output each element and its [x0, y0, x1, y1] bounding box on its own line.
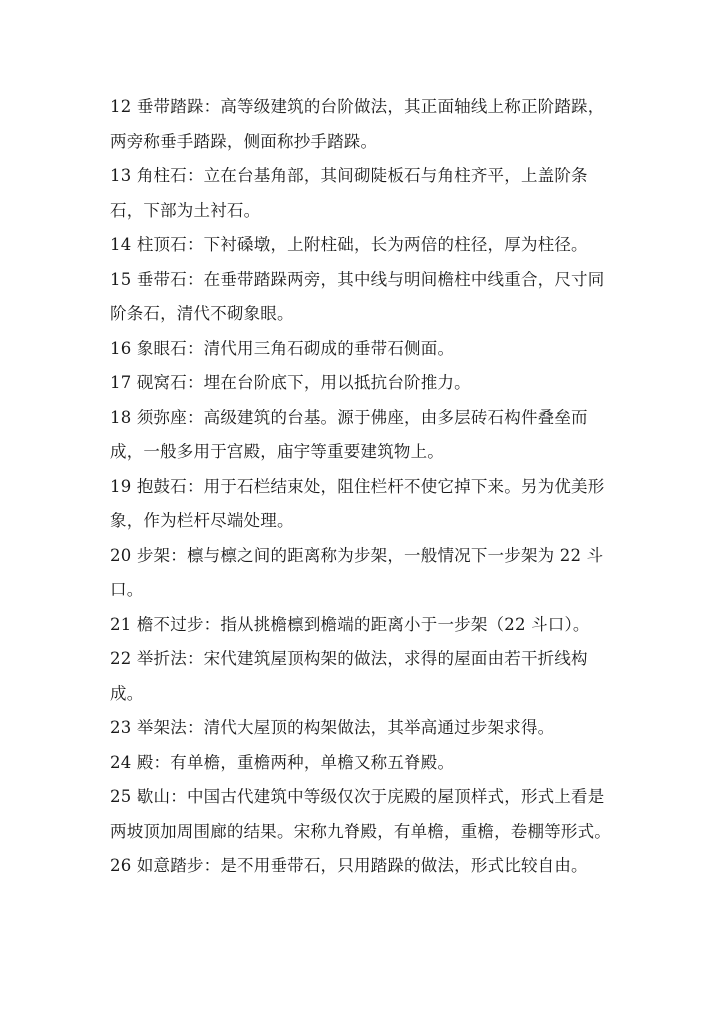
term-entry-13: 13 角柱石：立在台基角部，其间砌陡板石与角柱齐平，上盖阶条石，下部为土衬石。 — [110, 166, 588, 220]
term-entry-14: 14 柱顶石：下衬磉墩，上附柱础，长为两倍的柱径，厚为柱径。 — [110, 235, 588, 254]
term-entry-21: 21 檐不过步：指从挑檐檩到檐端的距离小于一步架（22 斗口）。 — [110, 614, 590, 634]
term-entry-24: 24 殿：有单檐，重檐两种，单檐又称五脊殿。 — [110, 752, 455, 772]
term-entry-15: 15 垂带石：在垂带踏跺两旁，其中线与明间檐柱中线重合，尺寸同阶条石，清代不砌象眼。 — [110, 269, 605, 323]
term-entry-26: 26 如意踏步：是不用垂带石，只用踏跺的做法，形式比较自由。 — [110, 856, 588, 875]
term-entry-19: 19 抱鼓石：用于石栏结束处，阻住栏杆不使它掉下来。另为优美形象，作为栏杆尽端处理。 — [110, 476, 605, 530]
term-entry-12: 12 垂带踏跺：高等级建筑的台阶做法，其正面轴线上称正阶踏跺，两旁称垂手踏跺，侧面称抄手踏跺。 — [110, 97, 605, 151]
term-entry-18: 18 须弥座：高级建筑的台基。源于佛座，由多层砖石构件叠垒而成，一般多用于宫殿，庙宇等重要建筑物上。 — [110, 407, 588, 461]
term-entry-23: 23 举架法：清代大屋顶的构架做法，其举高通过步架求得。 — [110, 718, 555, 737]
term-entry-20: 20 步架：檩与檩之间的距离称为步架，一般情况下一步架为 22 斗口。 — [110, 545, 604, 599]
term-entry-25: 25 歇山：中国古代建筑中等级仅次于庑殿的屋顶样式，形式上看是两坡顶加周围廊的结果。宋称九脊殿，有单檐，重檐，卷棚等形式。 — [110, 787, 611, 841]
term-entry-17: 17 砚窝石：埋在台阶底下，用以抵抗台阶推力。 — [110, 373, 471, 392]
document-body — [110, 90, 620, 884]
term-entry-16: 16 象眼石：清代用三角石砌成的垂带石侧面。 — [110, 338, 455, 358]
term-entry-22: 22 举折法：宋代建筑屋顶构架的做法，求得的屋面由若干折线构成。 — [110, 649, 588, 703]
